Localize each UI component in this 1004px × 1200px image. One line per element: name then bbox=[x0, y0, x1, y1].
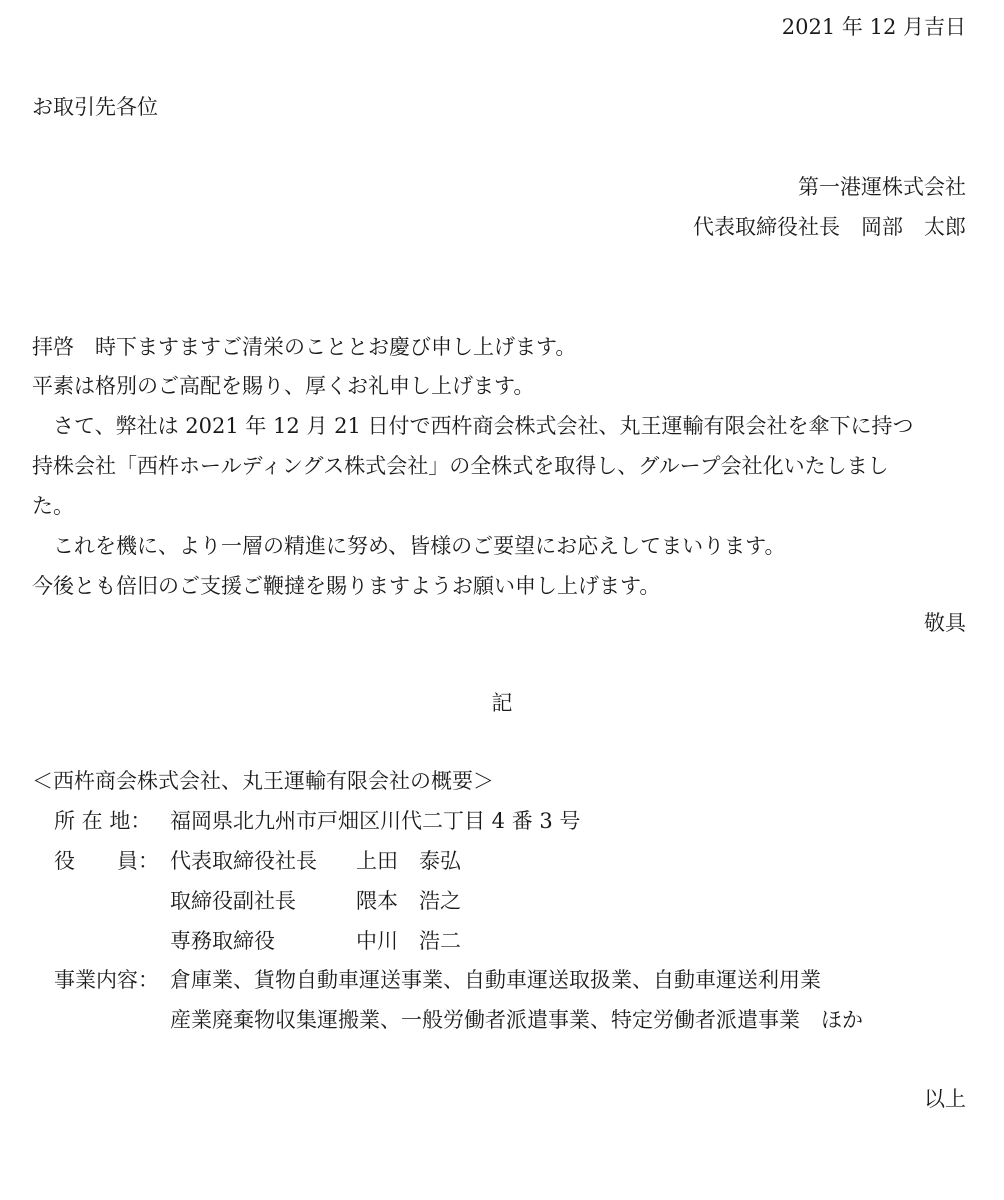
business-line-1: 倉庫業、貨物自動車運送事業、自動車運送取扱業、自動車運送利用業 bbox=[170, 968, 821, 992]
body-line-5: た。 bbox=[32, 494, 74, 518]
officer-title: 取締役副社長 bbox=[170, 889, 296, 913]
officer-title: 専務取締役 bbox=[170, 929, 275, 953]
officer-title: 代表取締役社長 bbox=[170, 849, 317, 873]
end-ijou: 以上 bbox=[924, 1087, 966, 1111]
body-line-6: これを機に、より一層の精進に努め、皆様のご要望にお応えしてまいります。 bbox=[32, 534, 786, 558]
closing-keigu: 敬具 bbox=[924, 611, 966, 635]
ki-heading: 記 bbox=[491, 691, 513, 715]
address-value: 福岡県北九州市戸畑区川代二丁目 4 番 3 号 bbox=[170, 809, 581, 833]
officer-name: 隈本 浩之 bbox=[356, 889, 461, 913]
sender-company: 第一港運株式会社 bbox=[798, 175, 966, 199]
address-label: 所 在 地： bbox=[54, 809, 152, 833]
officer-name: 上田 泰弘 bbox=[356, 849, 461, 873]
recipient: お取引先各位 bbox=[32, 95, 158, 119]
business-label: 事業内容： bbox=[54, 968, 159, 992]
sender-representative: 代表取締役社長 岡部 太郎 bbox=[693, 215, 966, 239]
business-line-2: 産業廃棄物収集運搬業、一般労働者派遣事業、特定労働者派遣事業 ほか bbox=[170, 1008, 863, 1032]
body-line-4: 持株会社「西杵ホールディングス株式会社」の全株式を取得し、グループ会社化いたしまし bbox=[32, 454, 889, 478]
body-line-7: 今後とも倍旧のご支援ご鞭撻を賜りますようお願い申し上げます。 bbox=[32, 574, 661, 598]
body-line-2: 平素は格別のご高配を賜り、厚くお礼申し上げます。 bbox=[32, 374, 535, 398]
overview-heading: ＜西杵商会株式会社、丸王運輸有限会社の概要＞ bbox=[32, 769, 494, 793]
body-line-3: さて、弊社は 2021 年 12 月 21 日付で西杵商会株式会社、丸王運輸有限会社を傘下に持つ bbox=[32, 414, 914, 438]
officers-label: 役 員： bbox=[54, 849, 159, 873]
body-line-1: 拝啓 時下ますますご清栄のこととお慶び申し上げます。 bbox=[32, 335, 577, 359]
letter-date: 2021 年 12 月吉日 bbox=[781, 15, 966, 39]
officer-name: 中川 浩二 bbox=[356, 929, 461, 953]
